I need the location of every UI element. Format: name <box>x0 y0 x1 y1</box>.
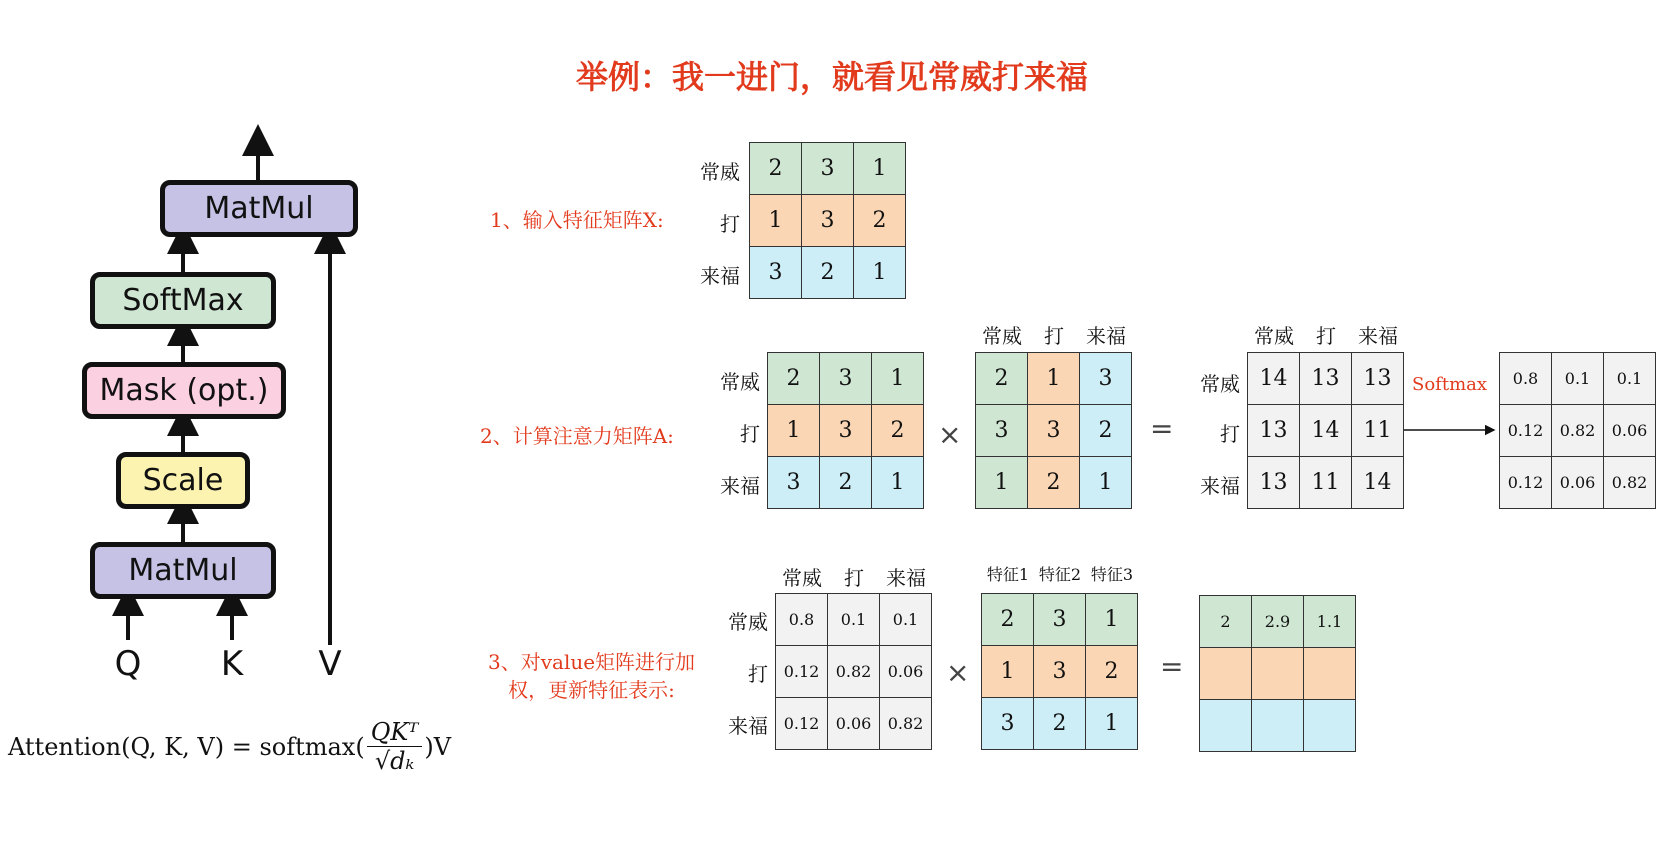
times-sign: × <box>938 418 962 451</box>
matrix-cell: 2 <box>853 194 906 247</box>
matrix-cell: 1 <box>871 352 924 405</box>
matrix-cell: 0.82 <box>1551 404 1604 457</box>
matrix-cell: 2 <box>767 352 820 405</box>
matrix-cell: 1 <box>767 404 820 457</box>
matrix-cell: 2 <box>975 352 1028 405</box>
matrix-cell: 3 <box>767 456 820 509</box>
matrix-cell: 1 <box>975 456 1028 509</box>
matrix-cell: 0.8 <box>775 593 828 646</box>
matrix-cell: 0.1 <box>827 593 880 646</box>
matrix-cell: 0.12 <box>775 645 828 698</box>
matrix-cell: 1.1 <box>1303 595 1356 648</box>
matrix-cell <box>1199 699 1252 752</box>
step2-left-row-label: 常威 <box>720 370 760 394</box>
step3-right-matrix <box>982 594 1138 750</box>
matrix-cell: 2 <box>1085 645 1138 698</box>
step1-row-label: 来福 <box>700 264 740 288</box>
matrix-cell: 3 <box>1033 645 1086 698</box>
step3-left-row-label: 常威 <box>728 610 768 634</box>
step2-left-matrix <box>768 353 924 509</box>
step2-result-col-label: 打 <box>1316 324 1336 348</box>
matrix-cell: 2.9 <box>1251 595 1304 648</box>
formula-lhs: Attention(Q, K, V) = softmax( <box>8 732 365 761</box>
matrix-cell: 11 <box>1299 456 1352 509</box>
matrix-cell: 2 <box>749 142 802 195</box>
equals-sign: = <box>1150 412 1174 445</box>
matrix-cell <box>1303 699 1356 752</box>
formula-numerator: QKᵀ <box>367 718 423 747</box>
matmul-bottom-block: MatMul <box>90 542 276 599</box>
matrix-cell: 14 <box>1299 404 1352 457</box>
step2-left-row-label: 打 <box>740 422 760 446</box>
step3-result-matrix <box>1200 596 1356 752</box>
step2-result-col-label: 来福 <box>1358 324 1398 348</box>
matrix-cell: 0.82 <box>827 645 880 698</box>
matrix-cell: 3 <box>749 246 802 299</box>
matrix-cell: 1 <box>1027 352 1080 405</box>
matrix-cell: 0.1 <box>1603 352 1656 405</box>
step2-result-row-label: 来福 <box>1200 474 1240 498</box>
matrix-cell: 0.8 <box>1499 352 1552 405</box>
matrix-cell: 0.82 <box>1603 456 1656 509</box>
matrix-cell: 3 <box>801 194 854 247</box>
step1-row-label: 常威 <box>700 160 740 184</box>
matrix-cell: 2 <box>871 404 924 457</box>
matrix-cell: 14 <box>1351 456 1404 509</box>
step2-right-col-label: 来福 <box>1086 324 1126 348</box>
matrix-cell: 0.1 <box>879 593 932 646</box>
step3-left-row-label: 打 <box>748 662 768 686</box>
matrix-cell: 0.82 <box>879 697 932 750</box>
matrix-cell: 2 <box>819 456 872 509</box>
matrix-cell: 3 <box>1079 352 1132 405</box>
page-title: 举例：我一进门，就看见常威打来福 <box>575 58 1088 96</box>
softmax-block: SoftMax <box>90 272 276 329</box>
matrix-cell <box>1251 647 1304 700</box>
step2-result-matrix <box>1248 353 1404 509</box>
step1-matrix <box>750 143 906 299</box>
matrix-cell: 1 <box>853 246 906 299</box>
matrix-cell: 2 <box>981 593 1034 646</box>
matrix-cell: 0.06 <box>879 645 932 698</box>
step3-label-line2: 权，更新特征表示: <box>508 678 675 702</box>
step2-right-col-label: 打 <box>1044 324 1064 348</box>
step3-left-row-label: 来福 <box>728 714 768 738</box>
matrix-cell: 1 <box>1085 593 1138 646</box>
matrix-cell <box>1251 699 1304 752</box>
step2-result-col-label: 常威 <box>1254 324 1294 348</box>
matrix-cell: 0.06 <box>1603 404 1656 457</box>
step3-feature-label: 特征3 <box>1090 565 1134 584</box>
matrix-cell: 0.12 <box>1499 404 1552 457</box>
matrix-cell: 13 <box>1247 404 1300 457</box>
step2-right-matrix <box>976 353 1132 509</box>
matrix-cell: 3 <box>819 352 872 405</box>
step1-row-label: 打 <box>720 212 740 236</box>
matrix-cell: 2 <box>1027 456 1080 509</box>
step2-left-row-label: 来福 <box>720 474 760 498</box>
matmul-top-block: MatMul <box>160 180 358 237</box>
matrix-cell: 14 <box>1247 352 1300 405</box>
matrix-cell: 13 <box>1299 352 1352 405</box>
matrix-cell: 0.12 <box>775 697 828 750</box>
step3-feature-label: 特征1 <box>986 565 1030 584</box>
matrix-cell: 0.12 <box>1499 456 1552 509</box>
input-k-label: K <box>220 644 244 684</box>
attention-formula <box>8 718 451 775</box>
matrix-cell: 1 <box>853 142 906 195</box>
matrix-cell <box>1199 647 1252 700</box>
step2-right-col-label: 常威 <box>982 324 1022 348</box>
step2-result-row-label: 打 <box>1220 422 1240 446</box>
step3-left-col-label: 来福 <box>886 566 926 590</box>
matrix-cell: 0.06 <box>1551 456 1604 509</box>
matrix-cell: 3 <box>1033 593 1086 646</box>
softmax-arrow-label: Softmax <box>1412 374 1488 395</box>
step3-feature-label: 特征2 <box>1038 565 1082 584</box>
equals-sign: = <box>1160 650 1184 683</box>
matrix-cell: 13 <box>1351 352 1404 405</box>
matrix-cell: 0.1 <box>1551 352 1604 405</box>
matrix-cell: 13 <box>1247 456 1300 509</box>
matrix-cell: 1 <box>1079 456 1132 509</box>
matrix-cell: 2 <box>1199 595 1252 648</box>
scale-block: Scale <box>116 452 250 509</box>
matrix-cell: 1 <box>981 645 1034 698</box>
step3-label <box>488 648 695 704</box>
step3-left-col-label: 打 <box>844 566 864 590</box>
matrix-cell: 3 <box>981 697 1034 750</box>
matrix-cell: 2 <box>1079 404 1132 457</box>
matrix-cell: 3 <box>819 404 872 457</box>
formula-denominator: √dₖ <box>374 747 415 775</box>
matrix-cell: 1 <box>749 194 802 247</box>
matrix-cell: 2 <box>801 246 854 299</box>
input-q-label: Q <box>114 644 142 684</box>
matrix-cell: 3 <box>1027 404 1080 457</box>
step3-left-col-label: 常威 <box>782 566 822 590</box>
matrix-cell: 3 <box>801 142 854 195</box>
formula-rhs: )V <box>424 732 452 761</box>
formula-fraction <box>367 718 423 775</box>
matrix-cell: 3 <box>975 404 1028 457</box>
step2-label: 2、计算注意力矩阵A: <box>480 424 674 448</box>
step3-label-line1: 3、对value矩阵进行加 <box>488 650 696 674</box>
step1-label: 1、输入特征矩阵X: <box>490 208 664 232</box>
matrix-cell: 11 <box>1351 404 1404 457</box>
matrix-cell: 2 <box>1033 697 1086 750</box>
step2-softmax-matrix <box>1500 353 1656 509</box>
step3-left-matrix <box>776 594 932 750</box>
mask-block: Mask (opt.) <box>82 362 286 419</box>
matrix-cell: 1 <box>1085 697 1138 750</box>
times-sign: × <box>946 656 970 689</box>
matrix-cell <box>1303 647 1356 700</box>
matrix-cell: 0.06 <box>827 697 880 750</box>
step2-result-row-label: 常威 <box>1200 372 1240 396</box>
matrix-cell: 1 <box>871 456 924 509</box>
input-v-label: V <box>318 644 342 684</box>
